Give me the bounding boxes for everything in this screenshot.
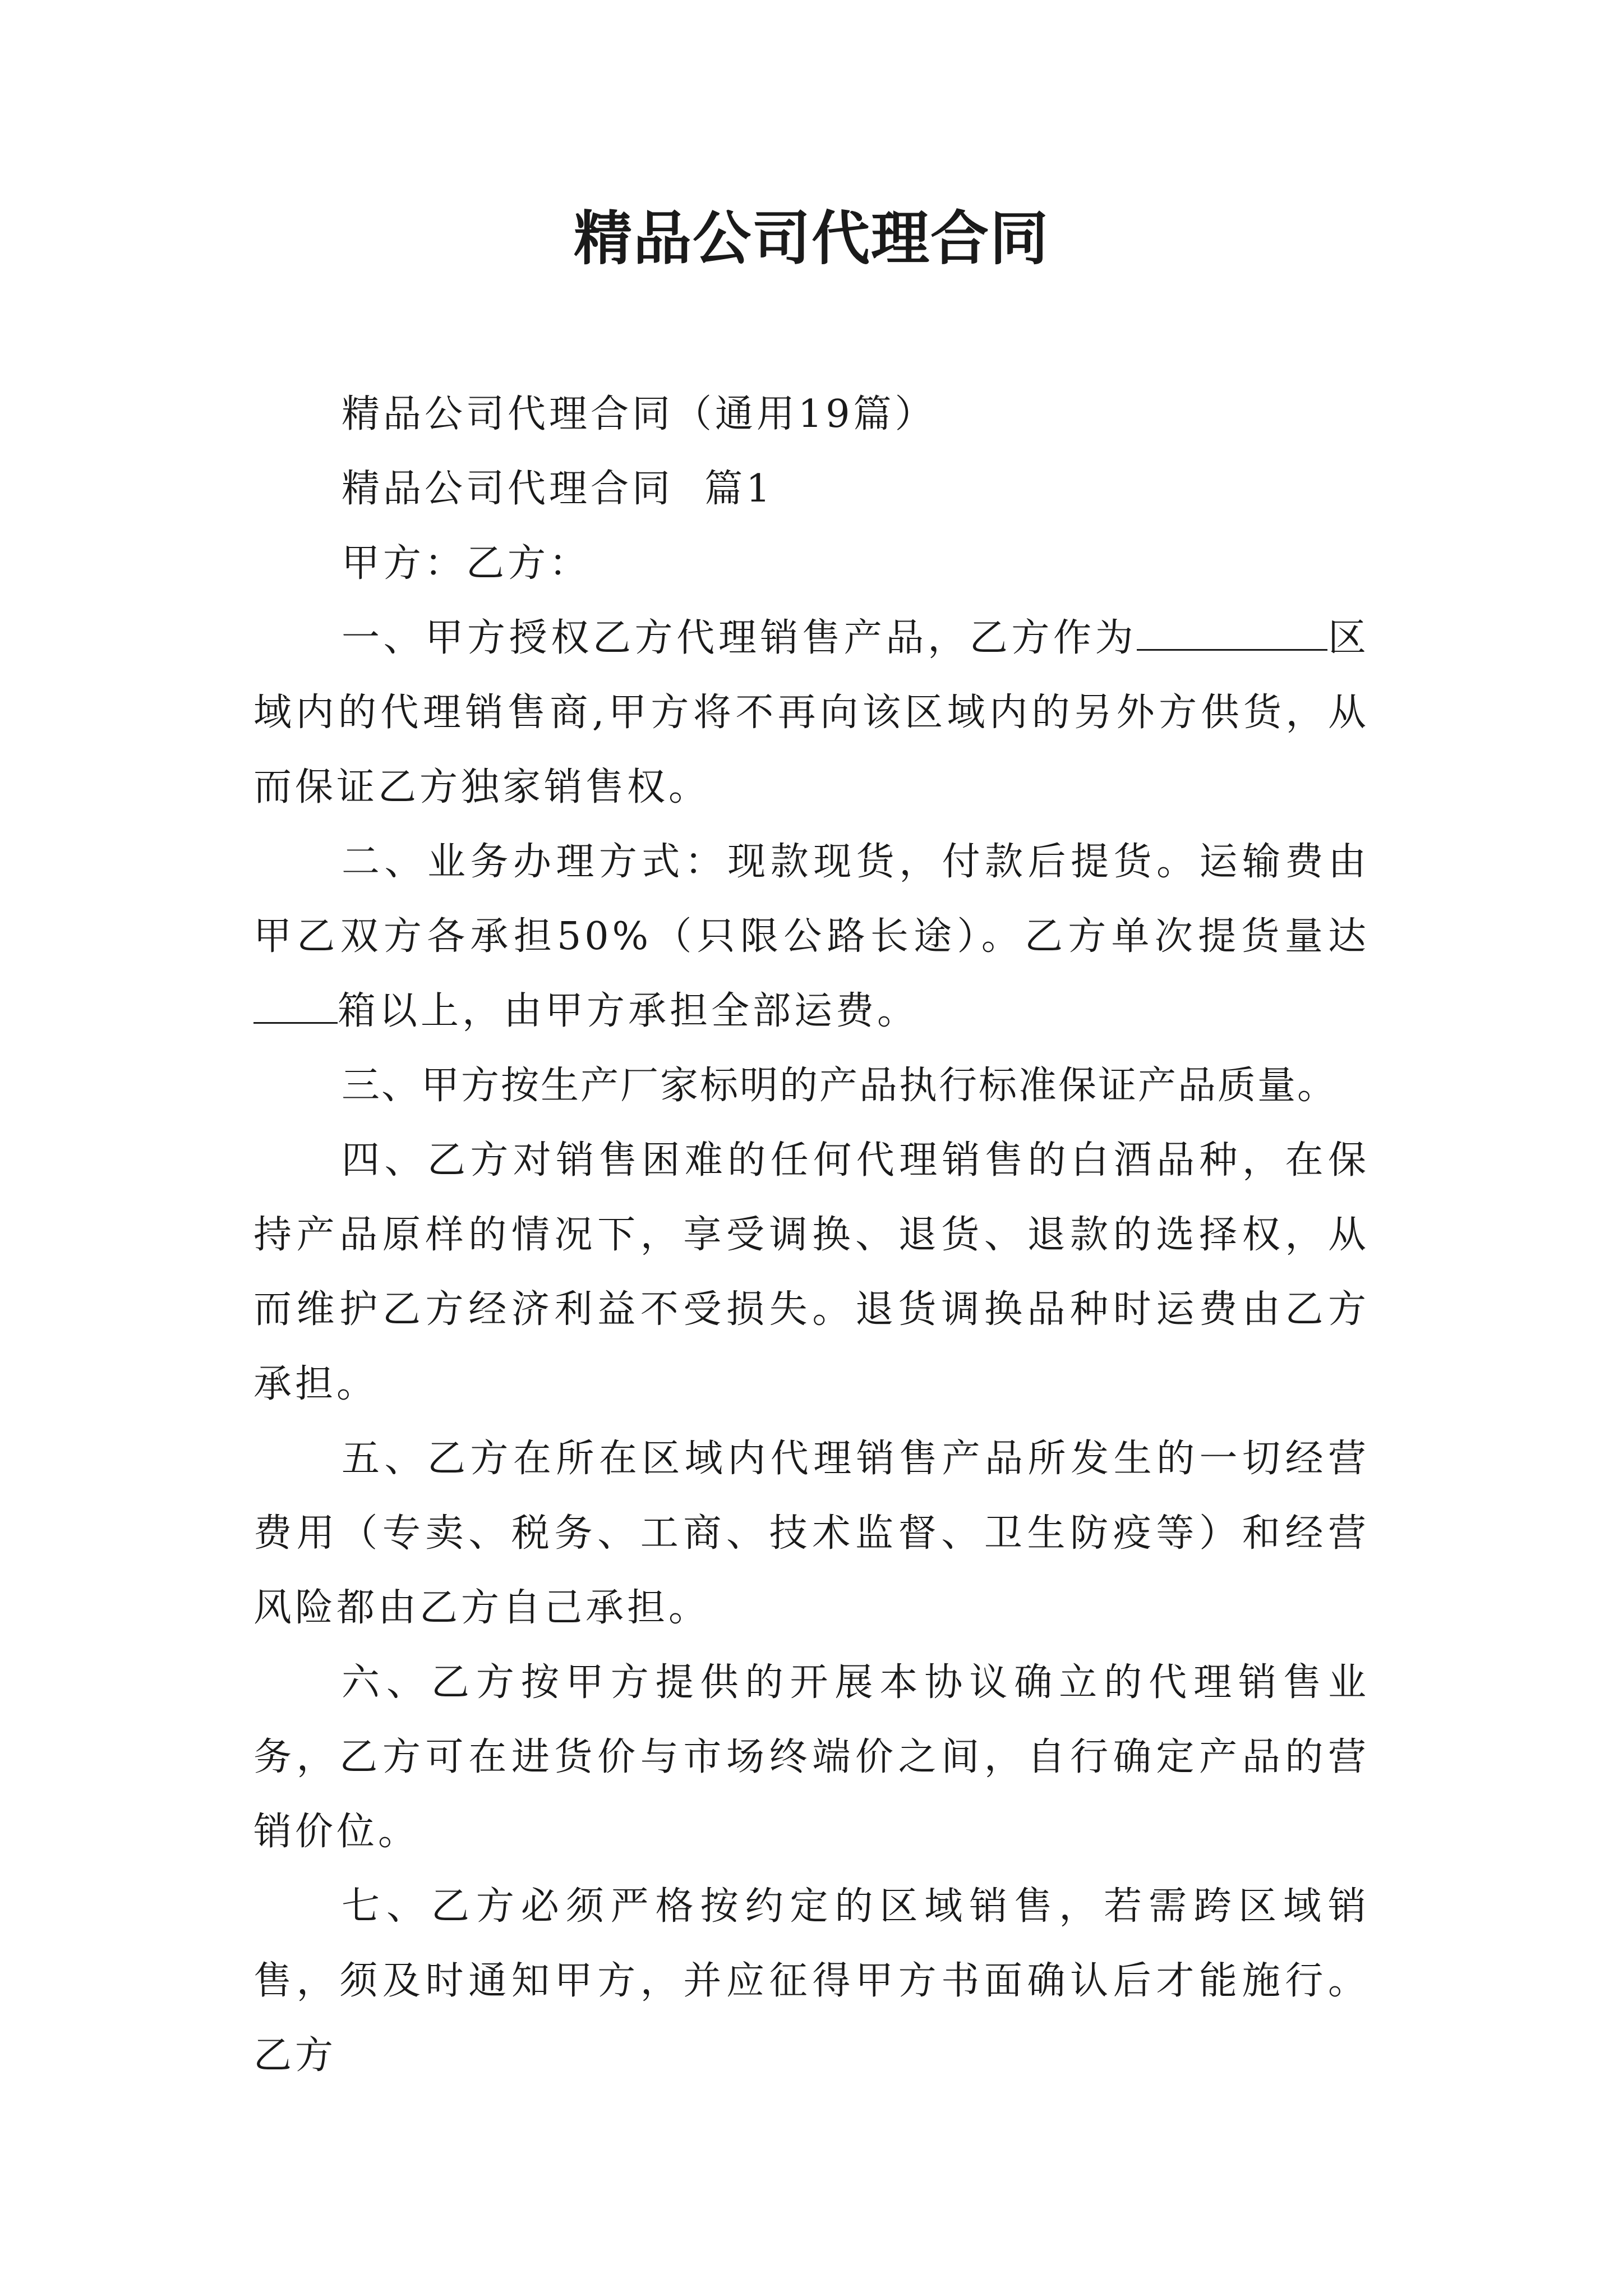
clause-5: 五、乙方在所在区域内代理销售产品所发生的一切经营费用（专卖、税务、工商、技术监督、卫生防疫等）和经营风险都由乙方自己承担。 — [253, 1437, 1370, 1630]
document-title: 精品公司代理合同 — [573, 204, 1049, 273]
clause-7: 七、乙方必须严格按约定的区域销售，若需跨区域销售，须及时通知甲方，并应征得甲方书面确认后才能施行。乙方 — [253, 1884, 1370, 2078]
quantity-blank-field — [253, 984, 338, 1024]
document-body — [253, 377, 1370, 2093]
clause-1-text-b: 区域内的代理销售商,甲方将不再向该区域内的另外方供货，从而保证乙方独家销售权。 — [253, 616, 1370, 809]
section-heading: 精品公司代理合同 篇1 — [342, 467, 774, 511]
clause-2-text-a: 二、业务办理方式：现款现货，付款后提货。运输费由甲乙双方各承担50%（只限公路长途）。乙方单次提货量达 — [253, 840, 1370, 959]
clause-1 — [253, 601, 1370, 825]
clause-2 — [253, 825, 1370, 1048]
clause-3: 三、甲方按生产厂家标明的产品执行标准保证产品质量。 — [342, 1064, 1338, 1108]
clause-2-text-b: 箱以上，由甲方承担全部运费。 — [338, 989, 919, 1033]
document-subtitle: 精品公司代理合同（通用19篇） — [342, 392, 937, 436]
clause-6: 六、乙方按甲方提供的开展本协议确立的代理销售业务，乙方可在进货价与市场终端价之间，自行确定产品的营销价位。 — [253, 1660, 1370, 1854]
region-blank-field — [1137, 611, 1327, 651]
parties-line: 甲方：乙方： — [342, 541, 591, 586]
clause-1-text-a: 一、甲方授权乙方代理销售产品，乙方作为 — [342, 616, 1137, 660]
clause-4: 四、乙方对销售困难的任何代理销售的白酒品种，在保持产品原样的情况下，享受调换、退货、退款的选择权，从而维护乙方经济利益不受损失。退货调换品种时运费由乙方承担。 — [253, 1138, 1370, 1406]
